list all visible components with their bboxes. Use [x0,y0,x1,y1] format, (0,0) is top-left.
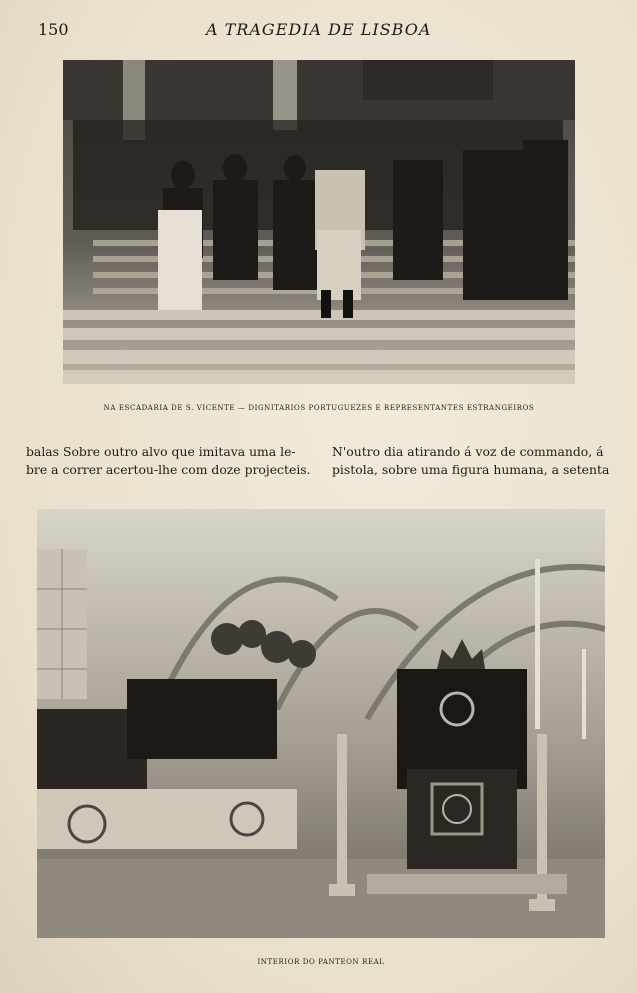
left-column [26,443,310,479]
staircase-caption: NA ESCADARIA DE S. VICENTE — DIGNITARIOS PORTUGUEZES E REPRESENTANTES ESTRANGEIROS [103,404,535,412]
running-title: A TRAGEDIA DE LISBOA [206,20,432,39]
staircase-photograph [63,60,575,384]
page-number: 150 [38,20,69,39]
left-column-line: bre a correr acertou-lhe com doze projecteis. [26,462,311,477]
left-column-line: balas Sobre outro alvo que imitava uma le- [26,444,296,459]
right-column-line: pistola, sobre uma figura humana, a setenta [332,462,610,477]
body-text [26,443,614,483]
right-column [332,443,616,479]
pantheon-photograph [37,509,605,938]
pantheon-caption: INTERIOR DO PANTEON REAL [257,958,385,966]
page-header [0,18,637,44]
right-column-line: N'outro dia atirando á voz de commando, á [332,444,604,459]
